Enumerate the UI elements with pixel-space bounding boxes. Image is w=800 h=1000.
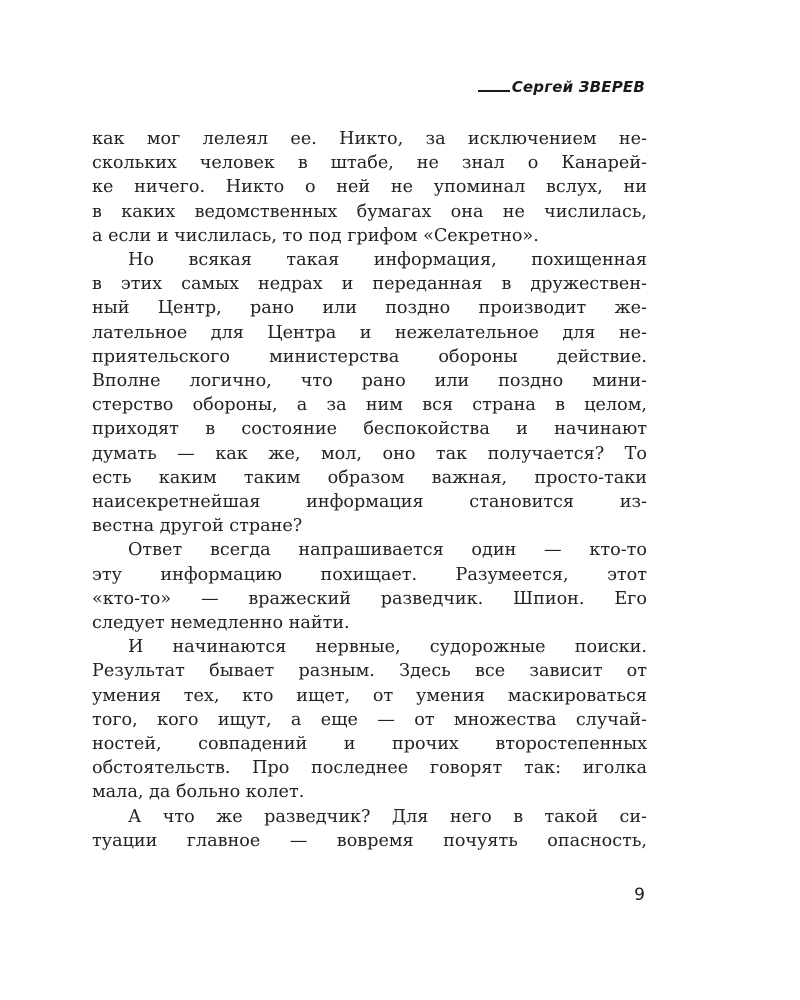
text-line: обстоятельств. Про последнее говорят так: иголка [92,758,647,779]
author-name: Сергей ЗВЕРЕВ [511,78,645,96]
text-line: приходят в состояние беспокойства и начинают [92,419,647,440]
running-head-rule [478,90,510,92]
text-line: стерство обороны, а за ним вся страна в целом, [92,395,647,416]
text-line: вестна другой стране? [92,516,303,537]
text-line: ный Центр, рано или поздно производит же- [92,298,647,319]
text-line: И начинаются нервные, судорожные поиски. [128,637,647,658]
page-number: 9 [634,885,645,905]
text-line: есть каким таким образом важная, просто-таки [92,467,647,488]
text-line: Результат бывает разным. Здесь все зависит от [92,661,647,682]
text-line: Ответ всегда напрашивается один — кто-то [128,540,647,561]
text-line: Но всякая такая информация, похищенная [128,250,647,271]
text-line: того, кого ищут, а еще — от множества случай- [92,709,647,730]
body-text [92,127,647,853]
text-line: а если и числилась, то под грифом «Секретно». [92,225,539,246]
running-head [478,78,645,96]
text-line: в каких ведомственных бумагах она не числилась, [92,201,647,222]
text-line: следует немедленно найти. [92,613,350,634]
text-line: ностей, совпадений и прочих второстепенных [92,734,647,755]
text-line: туации главное — вовремя почуять опасность, [92,830,647,851]
text-line: лательное для Центра и нежелательное для не- [92,322,647,343]
text-line: приятельского министерства обороны действие. [92,346,647,367]
text-line: наисекретнейшая информация становится из- [92,492,647,513]
text-line: «кто-то» — вражеский разведчик. Шпион. Его [92,588,647,609]
text-line: Вполне логично, что рано или поздно мини- [92,371,647,392]
text-line: как мог лелеял ее. Никто, за исключением не- [92,129,647,149]
text-line: ке ничего. Никто о ней не упоминал вслух, ни [92,177,647,198]
text-line: эту информацию похищает. Разумеется, этот [92,564,647,585]
text-line: скольких человек в штабе, не знал о Канарей- [92,153,647,174]
text-line: умения тех, кто ищет, от умения маскироваться [92,685,647,706]
text-line: А что же разведчик? Для него в такой си- [128,806,647,827]
text-line: думать — как же, мол, оно так получается? То [92,443,647,464]
text-line: в этих самых недрах и переданная в дружествен- [92,274,647,295]
text-line: мала, да больно колет. [92,782,305,803]
